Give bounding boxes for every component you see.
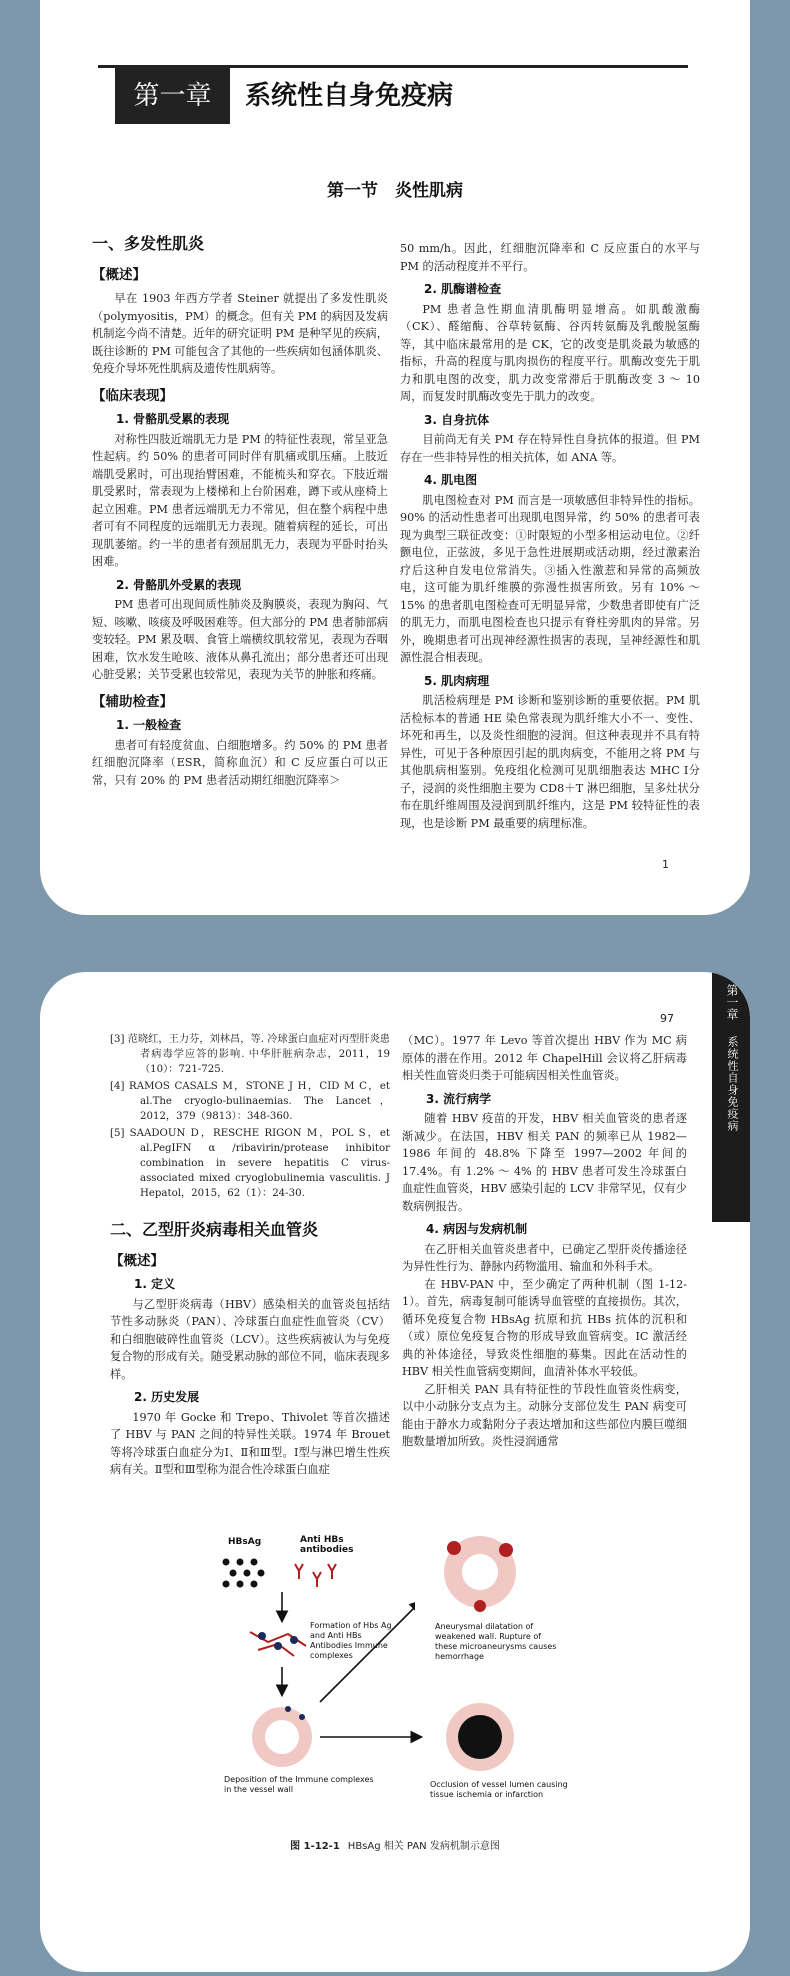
- reference-item: [3] 范晓红，王力芬，刘林昌，等. 冷球蛋白血症对丙型肝炎患者病毒学应答的影响. 中华肝脏病杂志，2011，19（10）：721-725.: [110, 1034, 390, 1075]
- sub-emg: 4. 肌电图: [424, 473, 478, 487]
- mechanism-text-2: 在 HBV-PAN 中，至少确定了两种机制（图 1-12-1）。首先，病毒复制可能诱导血管壁的直接损伤。其次，循环免疫复合物 HBsAg 抗原和抗 HBs 抗体的沉积和（或）原位免疫复合物的形成导致血管病变。IC 激活经典的补体途径，导致炎性细胞的募集。因此在活动性的 HBV 相关性血管病变期间，血清补体水平较低。: [402, 1277, 687, 1378]
- caption-text: HBsAg 相关 PAN 发病机制示意图: [347, 1841, 500, 1852]
- page2-right-column: [402, 1032, 687, 1451]
- label-anti-hbs: Anti HBs antibodies: [300, 1535, 354, 1555]
- chapter-title: 系统性自身免疫病: [245, 81, 454, 111]
- label-hbsag: HBsAg: [228, 1537, 262, 1547]
- label-deposition: Deposition of the Immune complexes in the vessel wall: [224, 1775, 374, 1794]
- mechanism-text-1: 在乙肝相关血管炎患者中，已确定乙型肝炎传播途径为异性性行为、静脉内药物滥用、输血和外科手术。: [402, 1242, 687, 1273]
- sub-history: 2. 历史发展: [134, 1390, 200, 1404]
- occlusion-icon: [446, 1703, 514, 1771]
- page1-right-column: [400, 240, 700, 832]
- sub-epidemiology: 3. 流行病学: [426, 1091, 492, 1106]
- enzyme-text: PM 患者急性期血清肌酶明显增高。如肌酸激酶（CK）、醛缩酶、谷草转氨酶、谷丙转氨酶及乳酸脱氢酶等，其中临床最常用的是 CK，它的改变是肌炎最为敏感的指标，升高的程度与肌肉损伤的程度平行。肌酶改变先于肌力和肌电图的改变，肌力改变常滞后于肌酶改变 3 ～ 10 周，而复发时肌酶改变先于肌力的改变。: [400, 302, 700, 403]
- overview-text: 早在 1903 年西方学者 Steiner 就提出了多发性肌炎（polymyositis，PM）的概念。但有关 PM 的病因及发病机制迄今尚不清楚。近年的研究证明 PM 是种罕见的疾病，既往诊断的 PM 可能包含了其他的一些疾病如包涵体肌炎、免疫介导坏死性肌病及遗传性肌病等。: [92, 292, 388, 375]
- chapter-tab: [712, 972, 750, 1222]
- chapter-label: 第一章: [115, 68, 230, 124]
- mechanism-text-3: 乙肝相关 PAN 具有特征性的节段性血管炎性病变，以中小动脉分支点为主。动脉分支部位发生 PAN 病变可能由于静水力或黏附分子表达增加和这些部位内膜巨噬细胞数量增加所致。炎性浸润通常: [402, 1382, 687, 1448]
- heading-overview: 【概述】: [110, 1252, 164, 1269]
- label-occlusion: Occlusion of vessel lumen causing tissue ischemia or infarction: [430, 1780, 568, 1799]
- page1-left-column: [92, 225, 388, 789]
- definition-text: 与乙型肝炎病毒（HBV）感染相关的血管炎包括结节性多动脉炎（PAN）、冷球蛋白血症性血管炎（CV）和白细胞破碎性血管炎（LCV）。这些疾病被认为与免疫复合物的形成有关。随受累动脉的部位不同，临床表现多样。: [110, 1297, 390, 1381]
- caption-label: 图 1-12-1: [290, 1841, 340, 1852]
- sub-mechanism: 4. 病因与发病机制: [426, 1222, 528, 1236]
- sub-enzyme: 2. 肌酶谱检查: [424, 282, 502, 296]
- section-title: 第一节 炎性肌病: [327, 181, 463, 201]
- reference-item: [5] SAADOUN D，RESCHE RIGON M，POL S，et al.PegIFN α /ribavirin/protease inhibitor combination in severe hepatitis C virus-associated mixed cryoglobulinemia vasculitis. J Hepatol，2015，62（1）：24-30.: [110, 1128, 390, 1199]
- sub-autoantibody: 3. 自身抗体: [424, 412, 490, 427]
- sub-general-exam: 1. 一般检查: [116, 718, 182, 732]
- page-2: [40, 972, 750, 1972]
- antibody-icon: [295, 1564, 336, 1587]
- vessel-deposition-icon: [252, 1706, 312, 1767]
- hbsag-particles-icon: [223, 1559, 265, 1588]
- history-text: 1970 年 Gocke 和 Trepo、Thivolet 等首次描述了 HBV 与 PAN 之间的特异性关联。1974 年 Brouet 等将冷球蛋白血症分为Ⅰ、Ⅱ和Ⅲ型。Ⅰ型与淋巴增生性疾病有关。Ⅱ型和Ⅲ型称为混合性冷球蛋白血症: [110, 1410, 390, 1476]
- page-number: 1: [662, 858, 669, 871]
- immune-complex-icon: [250, 1632, 306, 1656]
- heading-overview: 【概述】: [92, 266, 146, 283]
- aneurysm-icon: [415, 1532, 535, 1614]
- page-number: 97: [660, 1012, 674, 1025]
- heading-polymyositis: 一、多发性肌炎: [92, 234, 205, 253]
- sub-pathology: 5. 肌肉病理: [424, 673, 490, 688]
- page2-left-column: [110, 1032, 390, 1479]
- tab-title: 系统性自身免疫病: [726, 1036, 739, 1132]
- sub-skeletal: 1. 骨骼肌受累的表现: [116, 412, 230, 426]
- extra-skeletal-text: PM 患者可出现间质性肺炎及胸膜炎，表现为胸闷、气短、咳嗽、咳痰及呼吸困难等。但大部分的 PM 患者肺部病变较轻。PM 累及咽、食管上端横纹肌较常见，表现为吞咽困难，饮水发生呛咳、液体从鼻孔流出；部分患者还可出现心脏受累；关节受累也较常见，表现为关节的肿胀和疼痛。: [92, 598, 388, 681]
- heading-aux-exam: 【辅助检查】: [92, 693, 173, 710]
- continued-text: （MC）。1977 年 Levo 等首次提出 HBV 作为 MC 病原体的潜在作用。2012 年 ChapelHill 会议将乙肝病毒相关性血管炎归类于可能病因相关性血管炎。: [402, 1034, 687, 1082]
- emg-text: 肌电图检查对 PM 而言是一项敏感但非特异性的指标。90% 的活动性患者可出现肌电图异常，约 50% 的患者可表现为典型三联征改变：①时限短的小型多相运动电位。②纤颤电位，正弦波，多见于急性进展期或活动期，经过激素治疗后这种自发电位常消失。③插入性激惹和异常的高频放电，这可能为肌纤维膜的弥漫性损害所致。另有 10% ～ 15% 的患者肌电图检查可无明显异常，少数患者即使有广泛的肌无力，而肌电图检查也只提示有脊柱旁肌肉的异常。另外，晚期患者可出现神经源性损害的表现，呈神经源性和肌源性混合相表现。: [400, 493, 700, 664]
- label-aneurysm: Aneurysmal dilatation of weakened wall. Rupture of these microaneurysms causes hemorrhage: [435, 1622, 557, 1661]
- general-exam-text: 患者可有轻度贫血、白细胞增多。约 50% 的 PM 患者红细胞沉降率（ESR，简称血沉）和 C 反应蛋白可以正常，只有 20% 的 PM 患者活动期红细胞沉降率＞: [92, 738, 388, 787]
- autoantibody-text: 目前尚无有关 PM 存在特异性自身抗体的报道。但 PM 存在一些非特异性的相关抗体，如 ANA 等。: [400, 433, 700, 464]
- skeletal-text: 对称性四肢近端肌无力是 PM 的特征性表现，常呈亚急性起病。约 50% 的患者可同时伴有肌痛或肌压痛。上肢近端肌受累时，可出现抬臂困难，不能梳头和穿衣。下肢近端肌受累时，常表现为上楼梯和上台阶困难，蹲下或从座椅上起立困难。PM 患者远端肌无力不常见，但在整个病程中患者可有不同程度的远端肌无力表现。随着病程的延长，可出现肌萎缩。约一半的患者有颈屈肌无力，表现为平卧时抬头困难。: [92, 432, 388, 568]
- tab-chapter: 第一章: [725, 984, 739, 1020]
- figure-caption: [40, 1837, 750, 1852]
- heading-clinical: 【临床表现】: [92, 387, 173, 404]
- page-1: [40, 0, 750, 915]
- epidemiology-text: 随着 HBV 疫苗的开发，HBV 相关血管炎的患者逐渐减少。在法国，HBV 相关 PAN 的频率已从 1982—1986 年间的 48.8% 下降至 1997—2002 年间的 17.4%。有 1.2% ～ 4% 的 HBV 患者可发生冷球蛋白血症性血管炎，HBV 感染引起的 LCV 非常罕见，仅有少数病例报告。: [402, 1112, 687, 1213]
- label-formation: Formation of Hbs Ag and Anti HBs Antibodies Immune complexes: [310, 1621, 392, 1660]
- pathogenesis-figure: [210, 1522, 585, 1817]
- sub-definition: 1. 定义: [134, 1277, 176, 1291]
- heading-hbv-vasculitis: 二、乙型肝炎病毒相关血管炎: [110, 1220, 319, 1239]
- pathology-text: 肌活检病理是 PM 诊断和鉴别诊断的重要依据。PM 肌活检标本的普通 HE 染色常表现为肌纤维大小不一、变性、坏死和再生，以及炎性细胞的浸润。但这种表现并不具有特异性，可见于各种原因引起的肌肉病变，不能用之将 PM 与其他肌病相鉴别。免疫组化检测可见肌细胞表达 MHC Ⅰ分子，浸润的炎性细胞主要为 CD8＋T 淋巴细胞，呈多灶状分布在肌纤维周围及浸润到肌纤维内，这是 PM 较特征性的表现，也是诊断 PM 最重要的病理标准。: [400, 694, 700, 830]
- reference-item: [4] RAMOS CASALS M，STONE J H，CID M C，et al.The cryoglo-bulinaemias. The Lancet，2012，379（9813）：348-360.: [110, 1081, 390, 1122]
- sub-extra-skeletal: 2. 骨骼肌外受累的表现: [116, 577, 242, 592]
- continued-text: 50 mm/h。因此，红细胞沉降率和 C 反应蛋白的水平与 PM 的活动程度并不平行。: [400, 242, 700, 273]
